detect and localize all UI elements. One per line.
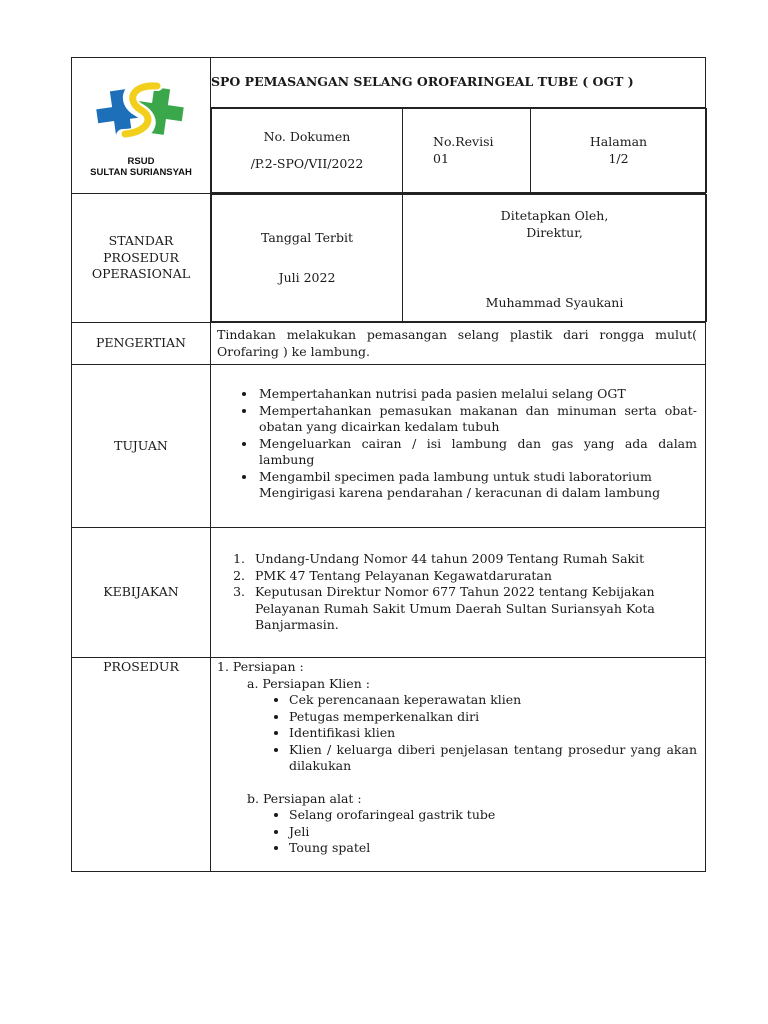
kebijakan-label: KEBIJAKAN xyxy=(72,528,211,658)
logo-line1: RSUD xyxy=(127,155,155,167)
logo-line2: SULTAN SURIANSYAH xyxy=(90,166,192,178)
logo-cell xyxy=(72,58,211,194)
persiapan-klien-item: • Petugas memperkenalkan diri xyxy=(289,709,697,726)
signatory-name: Muhammad Syaukani xyxy=(485,295,624,310)
persiapan-klien-label: a. Persiapan Klien : xyxy=(247,675,370,691)
kebijakan-content xyxy=(211,528,706,658)
tanggal-terbit-label: Tanggal Terbit xyxy=(260,229,354,245)
no-revisi-value: 01 xyxy=(433,150,449,166)
tujuan-list xyxy=(211,386,697,485)
kebijakan-item: 2. PMK 47 Tentang Pelayanan Kegawatdaruratan xyxy=(249,568,665,585)
prosedur-klien-section xyxy=(217,676,697,857)
ditetapkan-line2: Direktur, xyxy=(526,224,583,240)
tanggal-terbit-cell xyxy=(212,195,403,322)
halaman-value: 1/2 xyxy=(608,150,629,166)
no-dokumen-cell xyxy=(212,109,403,193)
persiapan-alat-item: • Toung spatel xyxy=(289,840,697,857)
ditetapkan-line1: Ditetapkan Oleh, xyxy=(500,208,609,223)
persiapan-klien-item: • Identifikasi klien xyxy=(289,725,697,742)
tanggal-terbit-value: Juli 2022 xyxy=(278,270,336,285)
no-revisi-label: No.Revisi xyxy=(433,134,494,149)
prosedur-content xyxy=(211,658,706,872)
spo-document-table xyxy=(71,57,706,872)
standar-label-line2: PROSEDUR xyxy=(103,249,179,265)
standar-label-line3: OPERASIONAL xyxy=(91,266,191,282)
document-info-cell xyxy=(211,108,706,194)
tujuan-item: • Mempertahankan nutrisi pada pasien melalui selang OGT xyxy=(257,386,697,403)
pengertian-label: PENGERTIAN xyxy=(72,323,211,365)
prosedur-step1: 1. Persiapan : xyxy=(217,659,304,674)
no-dokumen-label: No. Dokumen xyxy=(263,128,351,144)
standar-info-cell xyxy=(211,194,706,323)
persiapan-alat-label: b. Persiapan alat : xyxy=(247,790,362,806)
ditetapkan-cell xyxy=(403,195,707,322)
no-dokumen-value: /P.2-SPO/VII/2022 xyxy=(250,156,364,171)
persiapan-alat-list xyxy=(247,807,697,857)
tujuan-extra: Mengirigasi karena pendarahan / keracunan di dalam lambung xyxy=(259,485,661,501)
document-title: SPO PEMASANGAN SELANG OROFARINGEAL TUBE ( OGT ) xyxy=(211,58,706,108)
tujuan-item: • Mempertahankan pemasukan makanan dan minuman serta obat-obatan yang dicairkan kedalam tubuh xyxy=(257,403,697,436)
no-revisi-cell xyxy=(403,109,531,193)
kebijakan-item: 1. Undang-Undang Nomor 44 tahun 2009 Tentang Rumah Sakit xyxy=(249,551,665,568)
halaman-label: Halaman xyxy=(589,134,648,149)
tujuan-item: • Mengambil specimen pada lambung untuk studi laboratorium xyxy=(257,469,697,486)
persiapan-alat-item: • Jeli xyxy=(289,824,697,841)
kebijakan-list xyxy=(211,551,665,634)
tujuan-content xyxy=(211,365,706,528)
persiapan-klien-item: • Cek perencanaan keperawatan klien xyxy=(289,692,697,709)
prosedur-label: PROSEDUR xyxy=(72,658,211,872)
rsud-logo-icon xyxy=(91,74,191,156)
standar-label-cell xyxy=(72,194,211,323)
tujuan-item: • Mengeluarkan cairan / isi lambung dan gas yang ada dalam lambung xyxy=(257,436,697,469)
tujuan-label: TUJUAN xyxy=(72,365,211,528)
persiapan-klien-list xyxy=(247,692,697,775)
persiapan-alat-item: • Selang orofaringeal gastrik tube xyxy=(289,807,697,824)
kebijakan-item: 3. Keputusan Direktur Nomor 677 Tahun 2022 tentang Kebijakan Pelayanan Rumah Sakit Umum Daerah Sultan Suriansyah Kota Banjarmasin. xyxy=(249,584,665,634)
standar-label-line1: STANDAR xyxy=(108,233,174,249)
halaman-cell xyxy=(531,109,707,193)
pengertian-text: Tindakan melakukan pemasangan selang plastik dari rongga mulut( Orofaring ) ke lambung. xyxy=(211,323,706,365)
persiapan-klien-item: • Klien / keluarga diberi penjelasan tentang prosedur yang akan dilakukan xyxy=(289,742,697,775)
